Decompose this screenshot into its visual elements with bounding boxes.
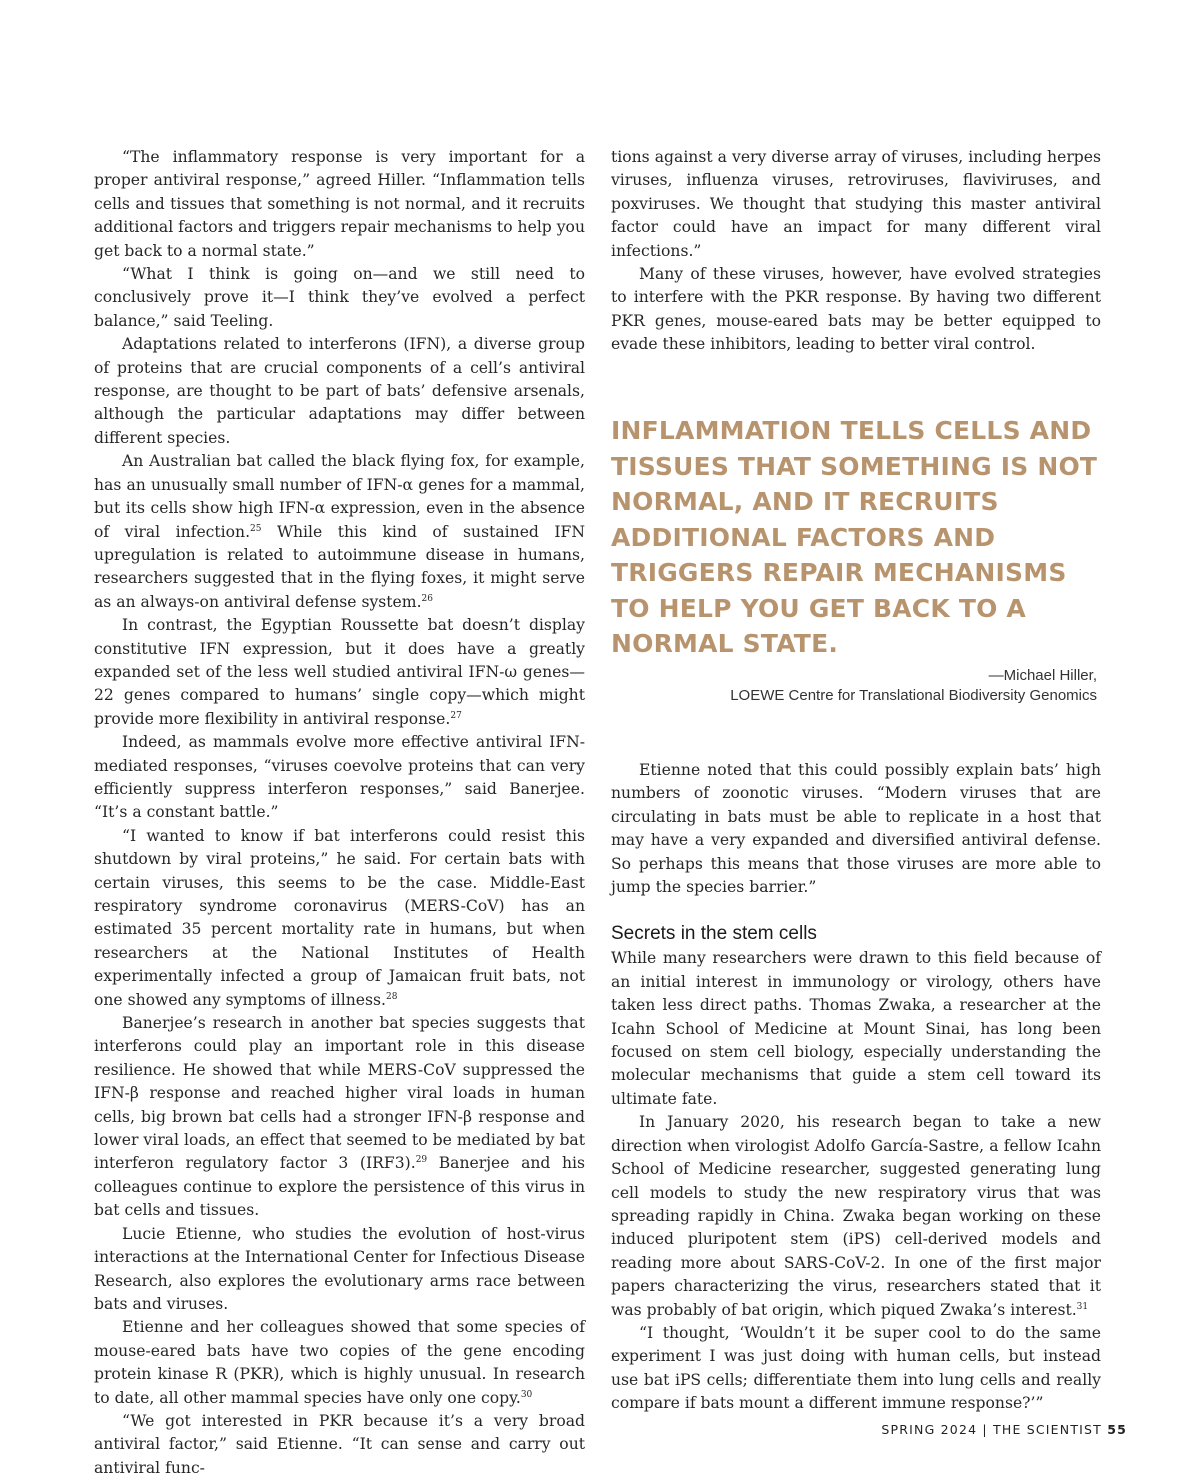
reference-marker: 25 — [250, 523, 262, 534]
body-paragraph: Many of these viruses, however, have evolved strategies to interfere with the PKR response. By having two different PKR genes, mouse-eared bats may be better equipped to evade these inhibitors, leading to better viral control. — [611, 265, 1101, 354]
reference-marker: 26 — [421, 593, 433, 604]
reference-marker: 29 — [415, 1155, 428, 1166]
body-paragraph — [94, 825, 585, 1012]
left-column — [94, 146, 585, 1480]
pull-quote-attribution — [611, 666, 1097, 706]
section-subheading: Secrets in the stem cells — [611, 923, 817, 945]
body-paragraph — [94, 1316, 585, 1410]
body-paragraph: “I thought, ‘Wouldn’t it be super cool to do the same experiment I was just doing with human cells, but instead use bat iPS cells; differentiate them into lung cells and really compare if bats mount a different immune response?’” — [611, 1323, 1101, 1413]
right-column-lower — [611, 759, 1101, 1416]
paragraph-text: In contrast, the Egyptian Roussette bat doesn’t display constitutive IFN expression, but it does have a greatly expanded set of the less well studied antiviral IFN-ω genes—22 genes compared to humans’ single copy—which might provide more flexibility in antiviral response. — [94, 616, 585, 728]
page-number: 55 — [1107, 1422, 1127, 1437]
reference-marker: 28 — [385, 991, 398, 1002]
paragraph-text: Banerjee and his colleagues continue to explore the persistence of this virus in bat cells and tissues. — [94, 1154, 586, 1220]
pull-quote — [611, 413, 1111, 706]
attribution-organization: LOEWE Centre for Translational Biodiversity Genomics — [730, 686, 1097, 704]
reference-marker: 30 — [520, 1389, 533, 1400]
footer-issue: SPRING 2024 | THE SCIENTIST — [881, 1422, 1103, 1437]
body-paragraph — [611, 1111, 1101, 1322]
reference-marker: 27 — [450, 710, 462, 721]
reference-marker: 31 — [1076, 1301, 1089, 1312]
body-paragraph — [94, 1012, 585, 1223]
body-paragraph: Indeed, as mammals evolve more effective antiviral IFN-mediated responses, “viruses coevolve proteins that can very efficiently suppress interferon responses,” said Banerjee. “It’s a constant battle.” — [94, 733, 585, 822]
paragraph-text: While this kind of sustained IFN upregulation is related to autoimmune disease in humans, researchers suggested that in the flying foxes, it might serve as an always-on antiviral defense system. — [94, 522, 585, 611]
body-paragraph: tions against a very diverse array of viruses, including herpes viruses, influenza viruses, retroviruses, flaviviruses, and poxviruses. We thought that studying this master antiviral factor could have an impact for many different viral infections.” — [611, 148, 1101, 260]
attribution-name: —Michael Hiller, — [988, 666, 1097, 684]
body-paragraph: Lucie Etienne, who studies the evolution of host-virus interactions at the International Center for Infectious Disease Research, also explores the evolutionary arms race between bats and viruses. — [94, 1224, 585, 1313]
paragraph-text: “I wanted to know if bat interferons could resist this shutdown by viral proteins,” he said. For certain bats with certain viruses, this seems to be the case. Middle-East respiratory syndrome coronavirus (MERS-CoV) has an estimated 35 percent mortality rate in humans, but when researchers at the National Institutes of Health experimentally infected a group of Jamaican fruit bats, not one showed any symptoms of illness. — [94, 826, 585, 1009]
paragraph-text: An Australian bat called the black flying fox, for example, has an unusually small number of IFN-α genes for a mammal, but its cells show high IFN-α expression, even in the absence of viral infection. — [94, 452, 585, 541]
pull-quote-text: INFLAMMATION TELLS CELLS AND TISSUES THAT SOMETHING IS NOT NORMAL, AND IT RECRUITS ADDITIONAL FACTORS AND TRIGGERS REPAIR MECHANISMS TO HELP YOU GET BACK TO A NORMAL STATE. — [611, 416, 1098, 658]
right-column-top — [611, 146, 1101, 357]
paragraph-text: In January 2020, his research began to take a new direction when virologist Adolfo García-Sastre, a fellow Icahn School of Medicine researcher, suggested generating lung cell models to study the new respiratory virus that was spreading rapidly in China. Zwaka began working on these induced pluripotent stem (iPS) cell-derived models and reading more about SARS-CoV-2. In one of the first major papers characterizing the virus, researchers stated that it was probably of bat origin, which piqued Zwaka’s interest. — [611, 1113, 1101, 1319]
body-paragraph: While many researchers were drawn to this field because of an initial interest in immunology or virology, others have taken less direct paths. Thomas Zwaka, a researcher at the Icahn School of Medicine at Mount Sinai, has long been focused on stem cell biology, especially understanding the molecular mechanisms that guide a stem cell toward its ultimate fate. — [611, 949, 1101, 1108]
body-paragraph — [94, 450, 585, 614]
body-paragraph: Etienne noted that this could possibly explain bats’ high numbers of zoonotic viruses. “Modern viruses that are circulating in bats must be able to replicate in a host that may have a very expanded and diversified antiviral defense. So perhaps this means that those viruses are more able to jump the species barrier.” — [611, 761, 1101, 897]
body-paragraph: “The inflammatory response is very important for a proper antiviral response,” agreed Hiller. “Inflammation tells cells and tissues that something is not normal, and it recruits additional factors and triggers repair mechanisms to help you get back to a normal state.” — [94, 148, 585, 260]
paragraph-text: Etienne and her colleagues showed that some species of mouse-eared bats have two copies of the gene encoding protein kinase R (PKR), which is highly unusual. In research to date, all other mammal species have only one copy. — [94, 1318, 585, 1407]
page-footer — [881, 1422, 1127, 1437]
paragraph-text: Banerjee’s research in another bat species suggests that interferons could play an important role in this disease resilience. He showed that while MERS-CoV suppressed the IFN-β response and reached higher viral loads in human cells, big brown bat cells had a stronger IFN-β response and lower viral loads, an effect that seemed to be mediated by bat interferon regulatory factor 3 (IRF3). — [94, 1014, 585, 1173]
body-paragraph: “What I think is going on—and we still need to conclusively prove it—I think they’ve evolved a perfect balance,” said Teeling. — [94, 265, 585, 330]
body-paragraph: Adaptations related to interferons (IFN), a diverse group of proteins that are crucial components of a cell’s antiviral response, are thought to be part of bats’ defensive arsenals, although the particular adaptations may differ between different species. — [94, 335, 585, 447]
body-paragraph: “We got interested in PKR because it’s a very broad antiviral factor,” said Etienne. “It can sense and carry out antiviral func- — [94, 1411, 585, 1477]
body-paragraph — [94, 614, 585, 731]
